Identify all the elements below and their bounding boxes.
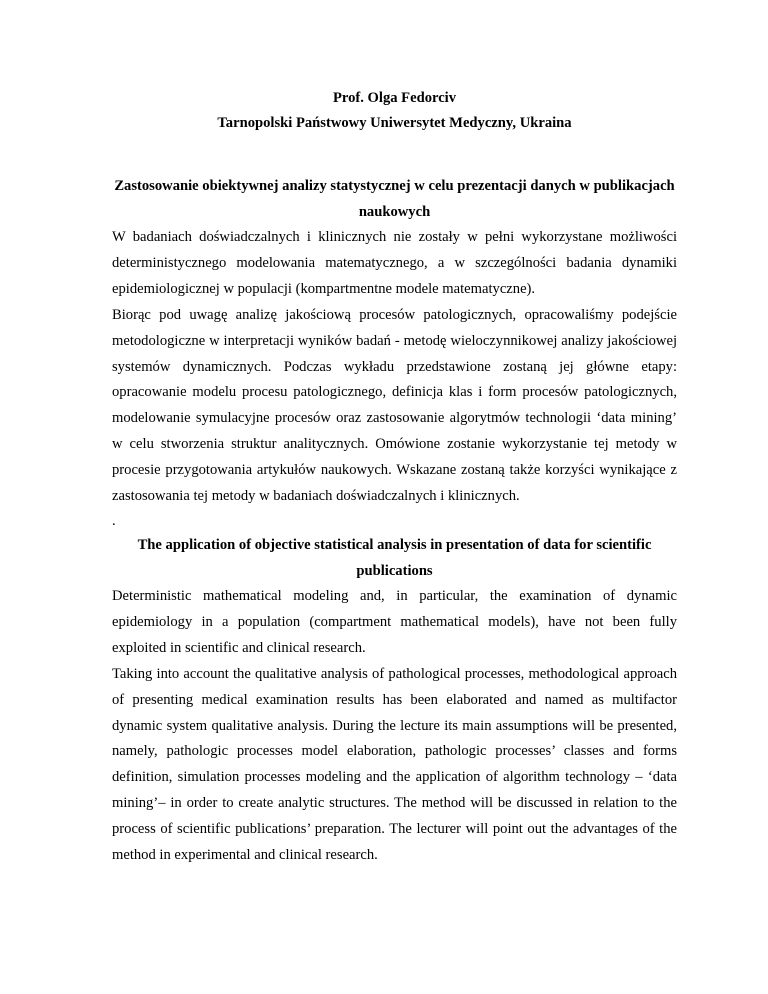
polish-title: Zastosowanie obiektywnej analizy statystycznej w celu prezentacji danych w publikacjach naukowych [114,178,675,220]
section-separator: . [112,512,116,529]
author-name: Prof. Olga Fedorciv [332,90,457,106]
document-page [112,86,677,869]
polish-paragraph-1: W badaniach doświadczalnych i klinicznych nie zostały w pełni wykorzystane możliwości deterministycznego modelowania matematycznego, a w szczególności badania dynamiki epidemiologicznej w populacji (kompartmentne modele matematyczne). [112,229,677,297]
polish-paragraph-2: Biorąc pod uwagę analizę jakościową procesów patologicznych, opracowaliśmy podejście metodologiczne w interpretacji wyników badań - metodę wieloczynnikowej analizy jakościowej systemów dynamicznych. Podczas wykładu przedstawione zostaną jej główne etapy: opracowanie modelu procesu patologicznego, definicja klas i form procesów patologicznych, modelowanie symulacyjne procesów oraz zastosowanie algorytmów technologii ‘data mining’ w celu stworzenia struktur analitycznych. Omówione zostanie wykorzystanie tej metody w procesie przygotowania artykułów naukowych. Wskazane zostaną także korzyści wynikające z zastosowania tej metody w badaniach doświadczalnych i klinicznych. [112,306,677,505]
english-title: The application of objective statistical analysis in presentation of data for scientific publications [137,536,652,579]
english-paragraph-1: Deterministic mathematical modeling and, in particular, the examination of dynamic epidemiology in a population (compartment mathematical models), have not been fully exploited in scientific and clinical research. [112,587,677,656]
author-affiliation: Tarnopolski Państwowy Uniwersytet Medyczny, Ukraina [217,114,572,131]
spacer [112,135,677,173]
author-block [112,86,677,135]
english-paragraph-2: Taking into account the qualitative analysis of pathological processes, methodological approach of presenting medical examination results has been elaborated and named as multifactor dynamic system qualitative analysis. During the lecture its main assumptions will be presented, namely, pathologic processes model elaboration, pathologic processes’ classes and forms definition, simulation processes modeling and the application of algorithm technology – ‘data mining’– in order to create analytic structures. The method will be discussed in relation to the process of scientific publications’ preparation. The lecturer will point out the advantages of the method in experimental and clinical research. [112,665,677,864]
